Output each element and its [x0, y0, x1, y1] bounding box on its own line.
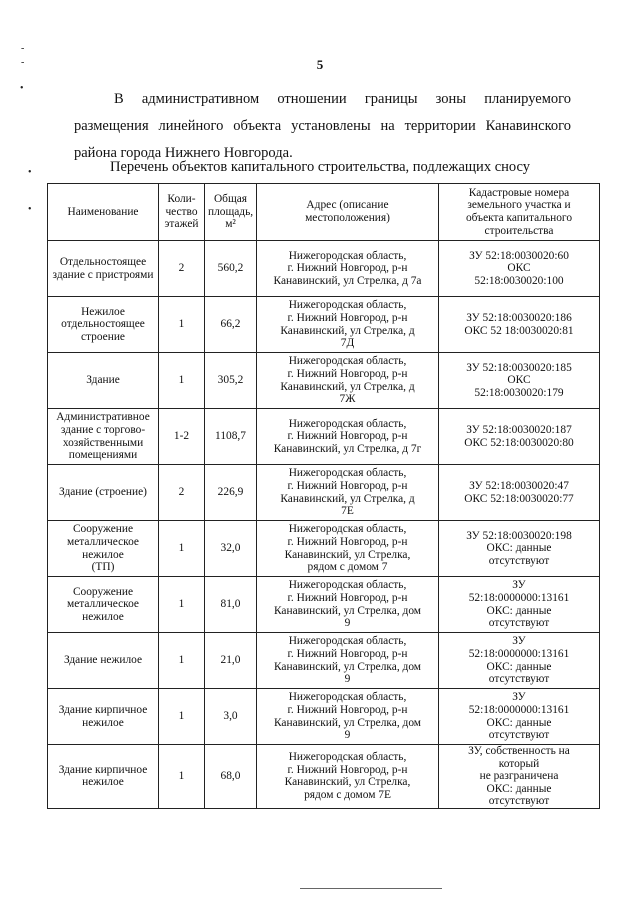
table-caption: Перечень объектов капитального строительства, подлежащих сносу	[109, 159, 530, 175]
cell-line: Административное	[56, 411, 150, 424]
cadastral-cell	[439, 465, 600, 521]
cell-line: отсутствуют	[488, 554, 550, 567]
address-cell	[257, 241, 439, 297]
cell-line: ЗУ 52:18:0030020:198	[466, 529, 572, 542]
cell-line: ЗУ 52:18:0030020:186	[466, 311, 572, 324]
scan-mark: •	[28, 167, 32, 178]
table-row	[48, 353, 600, 409]
cell-line: 9	[344, 617, 351, 630]
area-cell: 226,9	[205, 465, 257, 521]
header-row	[48, 184, 600, 241]
cell-line: рядом с домом 7Е	[304, 789, 391, 802]
word: установлены	[291, 118, 371, 134]
table-row	[48, 241, 600, 297]
cell-line: отсутствуют	[488, 673, 550, 686]
cell-line: нежилое	[82, 610, 124, 623]
word: объекта	[233, 118, 282, 134]
object-name-cell	[48, 745, 159, 809]
cell-line: отсутствуют	[488, 729, 550, 742]
floors-cell: 1-2	[159, 409, 205, 465]
cell-line: отдельностоящее	[61, 318, 145, 331]
cell-line: помещениями	[68, 449, 138, 462]
cell-line: 9	[344, 729, 351, 742]
table-body	[48, 241, 600, 809]
cadastral-cell	[439, 297, 600, 353]
cell-line: г. Нижний Новгород, р-н	[287, 479, 408, 492]
object-name-cell	[48, 521, 159, 577]
cell-line: ОКС: данные	[486, 716, 552, 729]
area-cell: 1108,7	[205, 409, 257, 465]
cell-line: площадь,	[208, 205, 254, 218]
cell-line: г. Нижний Новгород, р-н	[287, 647, 408, 660]
cell-line: 52:18:0000000:13161	[468, 647, 570, 660]
cell-line: ОКС: данные	[486, 660, 552, 673]
cell-line: Кадастровые номера	[468, 186, 570, 199]
word: планируемого	[484, 91, 571, 107]
object-name-cell	[48, 241, 159, 297]
cadastral-cell	[439, 409, 600, 465]
cell-line: Наименование	[67, 205, 139, 218]
cell-line: нежилое	[82, 548, 124, 561]
cell-line: г. Нижний Новгород, р-н	[287, 311, 408, 324]
object-name-cell	[48, 353, 159, 409]
cell-line: нежилое	[82, 776, 124, 789]
cadastral-cell	[439, 353, 600, 409]
area-cell: 81,0	[205, 577, 257, 633]
area-cell: 3,0	[205, 689, 257, 745]
footer-rule	[300, 888, 442, 889]
cell-line: не разграничена	[479, 770, 559, 783]
cell-line: Нижегородская область,	[288, 579, 407, 592]
area-cell: 21,0	[205, 633, 257, 689]
cell-line: этажей	[164, 218, 199, 231]
cell-line: Канавинский, ул Стрелка, д	[280, 324, 415, 337]
address-cell	[257, 577, 439, 633]
cell-line: м²	[225, 218, 236, 231]
cell-line: объекта капитального	[465, 212, 573, 224]
scan-mark: -	[21, 43, 25, 54]
cell-line: металлическое	[67, 598, 139, 611]
header-area	[205, 184, 257, 241]
cell-line: отсутствуют	[488, 617, 550, 630]
cell-line: строение	[80, 330, 125, 343]
address-cell	[257, 465, 439, 521]
cell-line: 7Е	[341, 505, 354, 518]
cell-line: местоположения)	[305, 212, 390, 224]
cell-line: ОКС 52:18:0030020:80	[464, 436, 574, 449]
cell-line: Нижегородская область,	[288, 691, 407, 704]
cell-line: Канавинский, ул Стрелка, д	[280, 492, 415, 505]
cadastral-cell	[439, 689, 600, 745]
cell-line: ЗУ	[512, 579, 526, 592]
table-row	[48, 409, 600, 465]
cell-line: Здание нежилое	[63, 654, 143, 667]
header-address	[257, 184, 439, 241]
cell-line: Отдельностоящее	[59, 255, 147, 268]
cadastral-cell	[439, 241, 600, 297]
cell-line: Канавинский, ул Стрелка,	[284, 776, 411, 789]
floors-cell: 2	[159, 241, 205, 297]
paragraph-line	[74, 113, 571, 140]
word: размещения	[74, 118, 149, 134]
cell-line: г. Нижний Новгород, р-н	[287, 535, 408, 548]
cell-line: Нижегородская область,	[288, 635, 407, 648]
word: территории	[404, 118, 476, 134]
cell-line: Нижегородская область,	[288, 523, 407, 536]
cell-line: ОКС: данные	[486, 604, 552, 617]
word: отношении	[277, 91, 347, 107]
page-number: 5	[316, 57, 324, 72]
cell-line: Нижегородская область,	[288, 751, 407, 764]
cell-line: Общая	[213, 193, 248, 206]
cell-line: Здание	[86, 374, 120, 387]
cell-line: металлическое	[67, 535, 139, 548]
cell-line: ЗУ 52:18:0030020:185	[466, 361, 572, 374]
floors-cell: 2	[159, 465, 205, 521]
word: зоны	[435, 91, 467, 107]
cell-line: г. Нижний Новгород, р-н	[287, 763, 408, 776]
cell-line: Нежилое	[81, 305, 125, 318]
header-floors	[159, 184, 205, 241]
table-row	[48, 577, 600, 633]
cell-line: Нижегородская область,	[288, 417, 407, 430]
cell-line: Нижегородская область,	[288, 249, 407, 262]
area-cell: 305,2	[205, 353, 257, 409]
object-name-cell	[48, 409, 159, 465]
cell-line: ЗУ	[512, 635, 526, 648]
paragraph-line: района города Нижнего Новгорода.	[74, 145, 293, 161]
address-cell	[257, 689, 439, 745]
cell-line: 7Д	[340, 337, 355, 350]
cell-line: Сооружение	[72, 585, 134, 598]
cell-line: г. Нижний Новгород, р-н	[287, 367, 408, 380]
table-row	[48, 745, 600, 809]
word: административном	[141, 91, 260, 107]
cell-line: г. Нижний Новгород, р-н	[287, 430, 408, 443]
address-cell	[257, 745, 439, 809]
cell-line: ОКС	[507, 262, 531, 275]
scan-mark: -	[21, 57, 25, 68]
cell-line: Канавинский, ул Стрелка, д 7а	[273, 274, 422, 287]
header-name	[48, 184, 159, 241]
header-cadastral	[439, 184, 600, 241]
floors-cell: 1	[159, 353, 205, 409]
cell-line: ОКС 52 18:0030020:81	[464, 324, 574, 337]
cell-line: Здание (строение)	[59, 486, 147, 499]
area-cell: 66,2	[205, 297, 257, 353]
cell-line: хозяйственными	[62, 436, 144, 449]
object-name-cell	[48, 577, 159, 633]
cell-line: Канавинский, ул Стрелка, дом	[273, 604, 422, 617]
cell-line: чество	[165, 205, 198, 218]
objects-table	[47, 183, 600, 809]
cell-line: ЗУ, собственность на	[468, 745, 570, 757]
cell-line: г. Нижний Новгород, р-н	[287, 703, 408, 716]
cell-line: ЗУ 52:18:0030020:60	[469, 249, 569, 262]
cell-line: Коли-	[167, 193, 196, 206]
object-name-cell	[48, 689, 159, 745]
cell-line: 52:18:0030020:100	[474, 274, 564, 287]
word: линейного	[158, 118, 224, 134]
cell-line: Нижегородская область,	[288, 467, 407, 480]
object-name-cell	[48, 297, 159, 353]
table-row	[48, 633, 600, 689]
cell-line: Канавинский, ул Стрелка, дом	[273, 660, 422, 673]
cell-line: (ТП)	[91, 561, 115, 574]
cell-line: рядом с домом 7	[307, 561, 388, 574]
floors-cell: 1	[159, 297, 205, 353]
cadastral-cell	[439, 521, 600, 577]
area-cell: 68,0	[205, 745, 257, 809]
cell-line: здание с торгово-	[60, 423, 146, 436]
floors-cell: 1	[159, 577, 205, 633]
cell-line: ЗУ 52:18:0030020:47	[469, 479, 569, 492]
cell-line: Нижегородская область,	[288, 299, 407, 312]
word: В	[114, 91, 124, 107]
cell-line: Нижегородская область,	[288, 355, 407, 368]
scan-mark: •	[20, 83, 24, 94]
table-header	[48, 184, 600, 241]
address-cell	[257, 633, 439, 689]
cell-line: нежилое	[82, 716, 124, 729]
cell-line: который	[498, 757, 540, 770]
cell-line: г. Нижний Новгород, р-н	[287, 591, 408, 604]
address-cell	[257, 409, 439, 465]
cell-line: 52:18:0000000:13161	[468, 591, 570, 604]
word: границы	[364, 91, 418, 107]
cell-line: ОКС	[507, 374, 531, 387]
cadastral-cell	[439, 577, 600, 633]
floors-cell: 1	[159, 633, 205, 689]
word: Канавинского	[485, 118, 571, 134]
cell-line: 52:18:0000000:13161	[468, 703, 570, 716]
object-name-cell	[48, 465, 159, 521]
cell-line: г. Нижний Новгород, р-н	[287, 262, 408, 275]
cell-line: строительства	[484, 224, 554, 237]
cell-line: ОКС 52:18:0030020:77	[464, 492, 574, 505]
cell-line: 9	[344, 673, 351, 686]
address-cell	[257, 353, 439, 409]
cell-line: ЗУ	[512, 691, 526, 704]
cell-line: здание с пристроями	[52, 268, 154, 281]
cadastral-cell	[439, 745, 600, 809]
cell-line: Канавинский, ул Стрелка, д	[280, 380, 415, 393]
cell-line: ОКС: данные	[486, 782, 552, 795]
cadastral-cell	[439, 633, 600, 689]
table-row	[48, 465, 600, 521]
cell-line: Канавинский, ул Стрелка,	[284, 548, 411, 561]
word: на	[380, 118, 395, 134]
cell-line: ОКС: данные	[486, 542, 552, 555]
table-row	[48, 689, 600, 745]
cell-line: Канавинский, ул Стрелка, д 7г	[273, 442, 422, 455]
object-name-cell	[48, 633, 159, 689]
cell-line: 52:18:0030020:179	[474, 386, 564, 399]
cell-line: Здание кирпичное	[58, 703, 148, 716]
area-cell: 32,0	[205, 521, 257, 577]
paragraph-line	[74, 86, 571, 113]
address-cell	[257, 521, 439, 577]
cell-line: Адрес (описание	[306, 199, 389, 212]
address-cell	[257, 297, 439, 353]
cell-line: ЗУ 52:18:0030020:187	[466, 423, 572, 436]
cell-line: 7Ж	[339, 393, 356, 406]
cell-line: Здание кирпичное	[58, 763, 148, 776]
floors-cell: 1	[159, 745, 205, 809]
scan-mark: •	[28, 204, 32, 215]
floors-cell: 1	[159, 689, 205, 745]
table-row	[48, 297, 600, 353]
cell-line: Сооружение	[72, 523, 134, 536]
floors-cell: 1	[159, 521, 205, 577]
table-row	[48, 521, 600, 577]
intro-paragraph	[74, 86, 571, 167]
cell-line: Канавинский, ул Стрелка, дом	[273, 716, 422, 729]
cell-line: земельного участка и	[467, 199, 571, 212]
cell-line: отсутствуют	[488, 795, 550, 808]
area-cell: 560,2	[205, 241, 257, 297]
